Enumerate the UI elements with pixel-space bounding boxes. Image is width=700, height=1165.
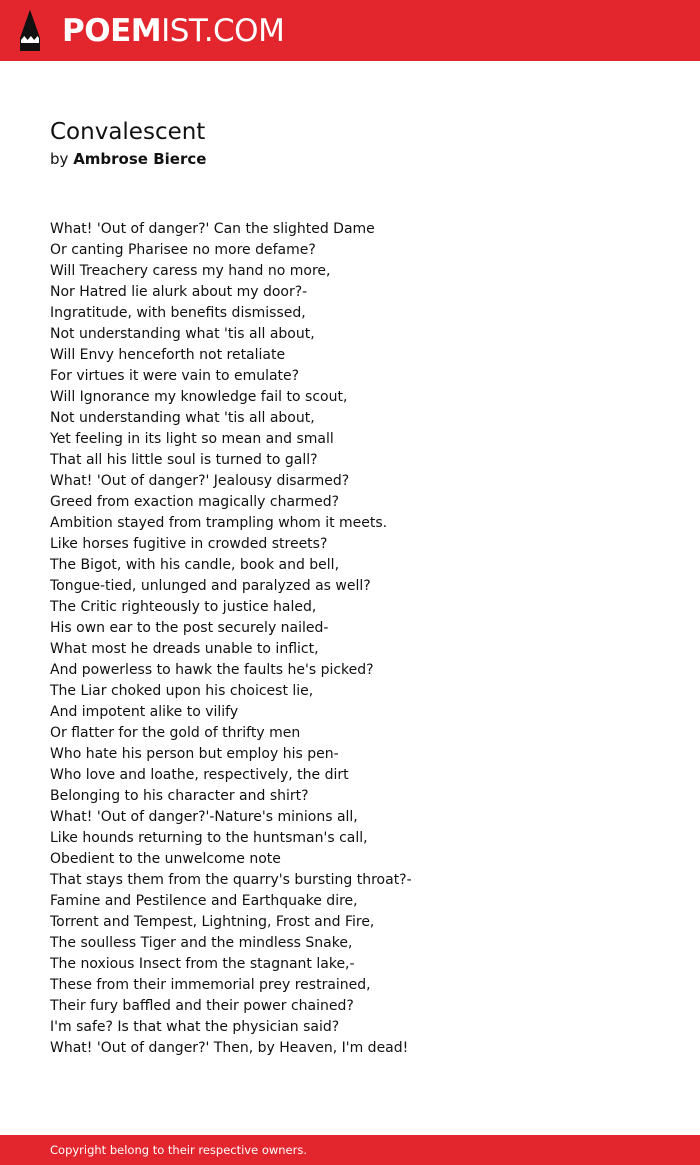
- poem-line: That stays them from the quarry's bursting throat?-: [50, 872, 412, 888]
- poem-line: The Liar choked upon his choicest lie,: [50, 683, 314, 699]
- poem-line: And impotent alike to vilify: [50, 704, 239, 720]
- copyright-text: Copyright belong to their respective owners.: [50, 1143, 308, 1157]
- poem-line: Will Ignorance my knowledge fail to scout,: [50, 389, 348, 405]
- by-label: by: [50, 150, 69, 168]
- poem-line: Not understanding what 'tis all about,: [50, 410, 315, 426]
- poem-line: Greed from exaction magically charmed?: [50, 494, 340, 510]
- poem-line: What most he dreads unable to inflict,: [50, 641, 319, 657]
- poem-line: Belonging to his character and shirt?: [50, 788, 309, 804]
- pencil-tip-icon[interactable]: [18, 10, 42, 51]
- poem-body: [50, 219, 412, 1059]
- poem-line: The noxious Insect from the stagnant lake,-: [50, 956, 355, 972]
- poem-line: Or flatter for the gold of thrifty men: [50, 725, 301, 741]
- poem-line: Like horses fugitive in crowded streets?: [50, 536, 328, 552]
- poem-line: Ambition stayed from trampling whom it meets.: [50, 515, 388, 531]
- poem-line: Who hate his person but employ his pen-: [50, 746, 339, 762]
- brand-light: IST.COM: [161, 13, 285, 49]
- poem-line: What! 'Out of danger?' Then, by Heaven, I'm dead!: [50, 1040, 409, 1056]
- poem-line: The Bigot, with his candle, book and bell,: [50, 557, 340, 573]
- poem-line: Will Envy henceforth not retaliate: [50, 347, 286, 363]
- poem-line: Their fury baffled and their power chained?: [50, 998, 354, 1014]
- site-logo-text[interactable]: [62, 11, 284, 51]
- poem-line: I'm safe? Is that what the physician said?: [50, 1019, 340, 1035]
- poem-line: What! 'Out of danger?' Jealousy disarmed?: [50, 473, 350, 489]
- poem-line: Will Treachery caress my hand no more,: [50, 263, 331, 279]
- site-header: [0, 0, 700, 61]
- poem-line: Ingratitude, with benefits dismissed,: [50, 305, 306, 321]
- poem-line: His own ear to the post securely nailed-: [50, 620, 329, 636]
- poem-line: Nor Hatred lie alurk about my door?-: [50, 284, 308, 300]
- poem-line: What! 'Out of danger?' Can the slighted Dame: [50, 221, 375, 237]
- poem-line: The soulless Tiger and the mindless Snake,: [50, 935, 353, 951]
- brand-bold: POEM: [62, 13, 162, 49]
- poem-line: That all his little soul is turned to gall?: [50, 452, 318, 468]
- poem-line: These from their immemorial prey restrained,: [50, 977, 371, 993]
- byline: [50, 149, 206, 169]
- poem-line: The Critic righteously to justice haled,: [50, 599, 317, 615]
- poem-title: Convalescent: [50, 119, 206, 145]
- poem-line: Torrent and Tempest, Lightning, Frost and Fire,: [50, 914, 375, 930]
- poem-line: Not understanding what 'tis all about,: [50, 326, 315, 342]
- poem-line: And powerless to hawk the faults he's picked?: [50, 662, 374, 678]
- poem-line: Obedient to the unwelcome note: [50, 851, 281, 867]
- site-footer: [0, 1135, 700, 1165]
- poem-line: For virtues it were vain to emulate?: [50, 368, 300, 384]
- poem-line: What! 'Out of danger?'-Nature's minions all,: [50, 809, 358, 825]
- poem-line: Or canting Pharisee no more defame?: [50, 242, 316, 258]
- poem-line: Tongue-tied, unlunged and paralyzed as well?: [50, 578, 371, 594]
- poem-line: Famine and Pestilence and Earthquake dire,: [50, 893, 358, 909]
- author-name: Ambrose Bierce: [73, 150, 207, 168]
- poem-line: Like hounds returning to the huntsman's call,: [50, 830, 368, 846]
- poem-line: Yet feeling in its light so mean and small: [50, 431, 334, 447]
- poem-line: Who love and loathe, respectively, the dirt: [50, 767, 349, 783]
